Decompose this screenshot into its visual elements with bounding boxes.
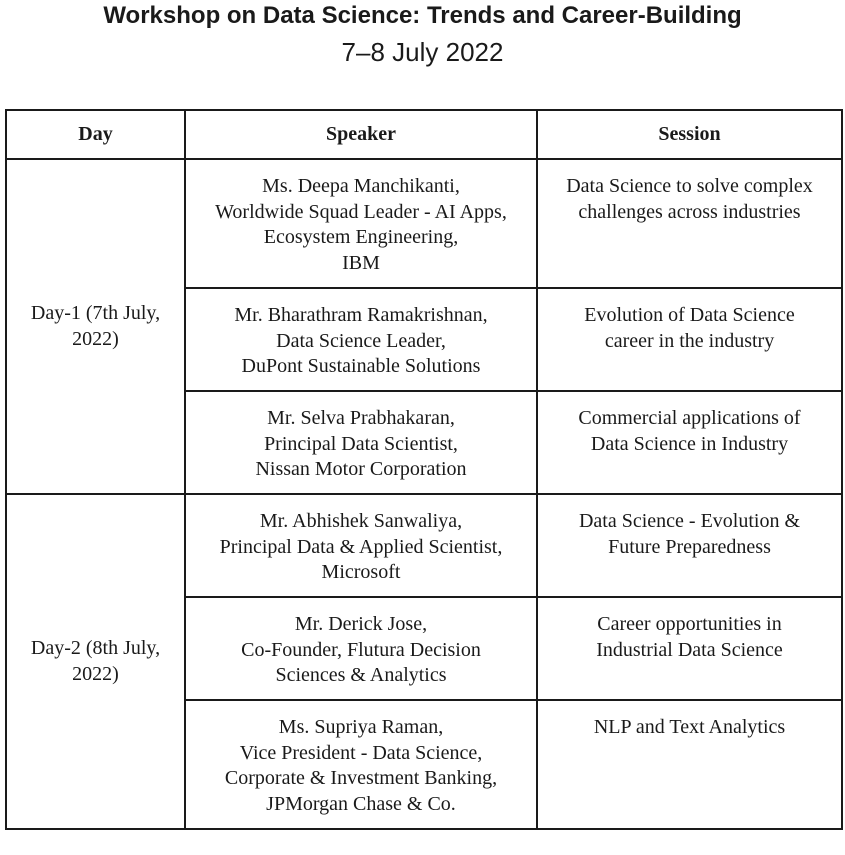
- session-line: Career opportunities in: [597, 613, 782, 635]
- schedule-table: [5, 109, 843, 830]
- session-cell: [537, 597, 842, 700]
- speaker-line: JPMorgan Chase & Co.: [266, 792, 456, 815]
- speaker-line: Mr. Selva Prabhakaran,: [267, 407, 455, 429]
- day-label-line: Day-2 (8th July,: [30, 637, 161, 659]
- session-line: Evolution of Data Science: [584, 304, 795, 326]
- session-line: Data Science in Industry: [590, 432, 789, 455]
- speaker-line: Principal Data & Applied Scientist,: [219, 535, 503, 558]
- session-cell: [537, 700, 842, 829]
- speaker-line: Ecosystem Engineering,: [263, 226, 459, 248]
- speaker-line: Vice President - Data Science,: [239, 741, 483, 764]
- session-line: Data Science to solve complex: [566, 175, 813, 197]
- day-cell-2: [6, 494, 185, 829]
- session-line: Industrial Data Science: [596, 638, 783, 661]
- day-cell-1: [6, 159, 185, 494]
- table-row: [6, 159, 842, 288]
- speaker-cell: [185, 391, 537, 494]
- day-label-line: Day-1 (7th July,: [30, 302, 161, 324]
- speaker-cell: [185, 494, 537, 597]
- column-header-speaker: Speaker: [185, 110, 537, 159]
- session-line: Commercial applications of: [578, 407, 801, 429]
- session-line: Future Preparedness: [608, 535, 771, 558]
- speaker-line: Nissan Motor Corporation: [255, 458, 467, 480]
- speaker-cell: [185, 159, 537, 288]
- speaker-line: Co-Founder, Flutura Decision: [241, 638, 481, 661]
- speaker-cell: [185, 597, 537, 700]
- column-header-session: Session: [537, 110, 842, 159]
- session-cell: [537, 159, 842, 288]
- speaker-line: IBM: [342, 251, 380, 274]
- speaker-line: Sciences & Analytics: [275, 664, 447, 686]
- speaker-line: Ms. Supriya Raman,: [278, 716, 444, 738]
- speaker-line: DuPont Sustainable Solutions: [241, 355, 481, 377]
- speaker-line: Mr. Bharathram Ramakrishnan,: [234, 304, 488, 326]
- day-label-line: 2022): [72, 662, 119, 685]
- speaker-line: Data Science Leader,: [276, 329, 446, 352]
- speaker-line: Worldwide Squad Leader - AI Apps,: [215, 200, 507, 223]
- session-line: Data Science - Evolution &: [578, 510, 801, 532]
- speaker-line: Mr. Abhishek Sanwaliya,: [259, 510, 463, 532]
- speaker-cell: [185, 700, 537, 829]
- speaker-line: Microsoft: [321, 561, 401, 583]
- page-title: Workshop on Data Science: Trends and Career-Building: [103, 2, 742, 29]
- session-line: challenges across industries: [578, 200, 801, 223]
- day-label-line: 2022): [72, 327, 119, 350]
- speaker-line: Corporate & Investment Banking,: [224, 767, 498, 789]
- session-line: NLP and Text Analytics: [593, 716, 786, 738]
- speaker-line: Principal Data Scientist,: [264, 432, 458, 455]
- speaker-line: Ms. Deepa Manchikanti,: [262, 175, 460, 197]
- table-header-row: [6, 110, 842, 159]
- session-cell: [537, 288, 842, 391]
- session-cell: [537, 391, 842, 494]
- page-subtitle-dates: 7–8 July 2022: [341, 37, 504, 67]
- speaker-cell: [185, 288, 537, 391]
- table-row: [6, 494, 842, 597]
- column-header-day: Day: [6, 110, 185, 159]
- speaker-line: Mr. Derick Jose,: [294, 613, 428, 635]
- session-line: career in the industry: [604, 329, 775, 352]
- session-cell: [537, 494, 842, 597]
